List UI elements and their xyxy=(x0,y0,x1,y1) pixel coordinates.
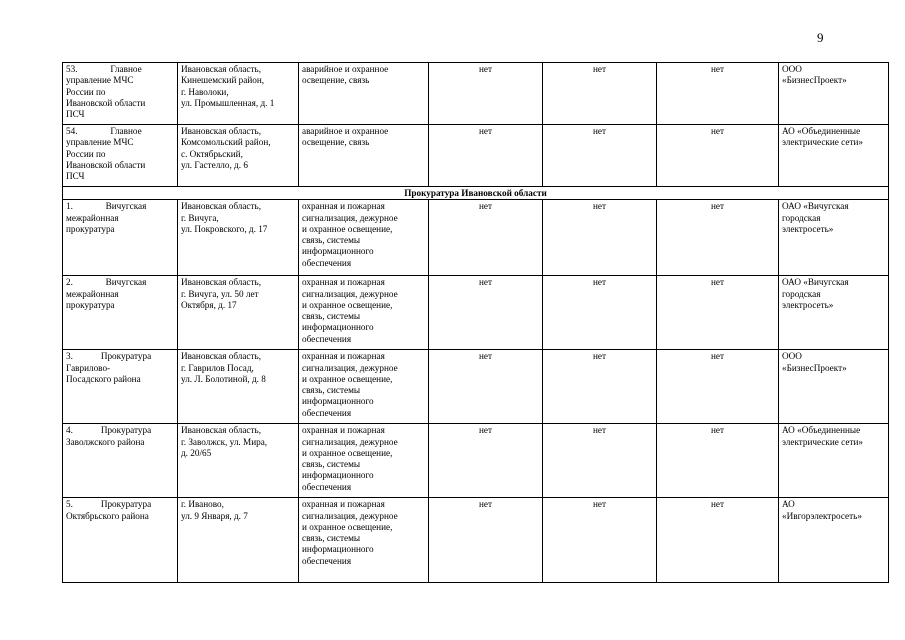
organization-cell xyxy=(779,424,889,498)
systems-cell-line: охранная и пожарная xyxy=(302,425,385,436)
address-cell-line: д. 20/65 xyxy=(181,447,212,458)
table-row xyxy=(63,498,889,583)
status-cell: нет xyxy=(657,350,779,424)
systems-cell-line: аварийное и охранное xyxy=(302,64,389,74)
institution-name-line: Главное xyxy=(110,126,142,136)
address-cell-line: Комсомольский район, xyxy=(181,137,271,148)
status-cell: нет xyxy=(429,350,543,424)
address-cell-line: Ивановская область, xyxy=(181,425,262,436)
status-cell: нет xyxy=(429,200,543,276)
institution-name-line: Главное xyxy=(110,64,142,74)
systems-cell-line: аварийное и охранное xyxy=(302,126,389,136)
systems-cell-line: охранная и пожарная xyxy=(302,277,385,288)
address-cell-line: ул. Покровского, д. 17 xyxy=(181,223,268,234)
systems-cell-line: и охранное освещение, xyxy=(302,299,393,310)
organization-cell xyxy=(779,200,889,276)
row-number: 5. xyxy=(66,499,73,510)
systems-cell-line: обеспечения xyxy=(302,333,352,344)
organization-cell-line: АО «Объединенные xyxy=(782,425,861,436)
systems-cell-line: и охранное освещение, xyxy=(302,373,393,384)
organization-cell-line: ОАО «Вичугская xyxy=(782,201,849,212)
section-header-row xyxy=(63,187,889,200)
organization-cell xyxy=(779,125,889,187)
address-cell-line: г. Иваново, xyxy=(181,499,224,510)
systems-cell-line: сигнализация, дежурное xyxy=(302,288,398,299)
address-cell-line: Ивановская область, xyxy=(181,201,262,212)
status-cell: нет xyxy=(543,276,657,350)
organization-cell-line: «БизнесПроект» xyxy=(782,362,847,373)
organization-cell xyxy=(779,276,889,350)
organization-cell-line: «БизнесПроект» xyxy=(782,75,847,86)
institution-name-line: Октябрьского района xyxy=(66,510,149,521)
status-cell: нет xyxy=(429,276,543,350)
address-cell-line: Ивановская область, xyxy=(181,64,262,74)
address-cell xyxy=(178,276,299,350)
systems-cell-line: связь, системы xyxy=(302,385,361,396)
table-row xyxy=(63,200,889,276)
systems-cell-line: обеспечения xyxy=(302,257,352,268)
institution-name-line: Прокуратура xyxy=(100,499,152,510)
institution-cell xyxy=(63,63,178,125)
organization-cell-line: АО xyxy=(782,499,795,510)
address-cell-line: г. Заволжск, ул. Мира, xyxy=(181,436,268,447)
systems-cell-line: охранная и пожарная xyxy=(302,499,385,510)
status-cell: нет xyxy=(429,498,543,583)
address-cell-line: Ивановская область, xyxy=(181,126,262,136)
institution-cell xyxy=(63,276,178,350)
systems-cell-line: сигнализация, дежурное xyxy=(302,362,398,373)
institution-cell xyxy=(63,424,178,498)
institution-cell xyxy=(63,125,178,187)
status-cell: нет xyxy=(657,125,779,187)
organization-cell-line: электросеть» xyxy=(782,299,834,310)
institution-name-line: прокуратура xyxy=(66,223,115,234)
institution-name-line: Ивановской области xyxy=(66,97,146,108)
address-cell-line: г. Вичуга, ул. 50 лет xyxy=(181,288,259,299)
organization-cell-line: городская xyxy=(782,288,821,299)
systems-cell-line: информационного xyxy=(302,544,374,555)
organization-cell-line: ООО xyxy=(782,351,802,362)
systems-cell-line: информационного xyxy=(302,246,374,257)
systems-cell-line: освещение, связь xyxy=(302,75,370,86)
institution-name-line: Посадского района xyxy=(66,373,141,384)
systems-cell-line: сигнализация, дежурное xyxy=(302,510,398,521)
systems-cell-line: и охранное освещение, xyxy=(302,223,393,234)
status-cell: нет xyxy=(543,424,657,498)
systems-cell-line: охранная и пожарная xyxy=(302,201,385,212)
status-cell: нет xyxy=(429,125,543,187)
systems-cell xyxy=(299,200,429,276)
address-cell xyxy=(178,350,299,424)
address-cell-line: ул. Л. Болотиной, д. 8 xyxy=(181,373,266,384)
address-cell-line: г. Наволоки, xyxy=(181,86,229,97)
address-cell-line: ул. Гастелло, д. 6 xyxy=(181,159,248,170)
address-cell xyxy=(178,63,299,125)
systems-cell xyxy=(299,276,429,350)
systems-cell-line: информационного xyxy=(302,396,374,407)
table-row xyxy=(63,276,889,350)
systems-cell xyxy=(299,350,429,424)
address-cell xyxy=(178,200,299,276)
address-cell xyxy=(178,125,299,187)
address-cell xyxy=(178,424,299,498)
systems-cell-line: обеспечения xyxy=(302,407,352,418)
institution-name-line: Вичугская xyxy=(105,201,147,212)
status-cell: нет xyxy=(657,200,779,276)
systems-cell-line: сигнализация, дежурное xyxy=(302,212,398,223)
institution-name-line: управление МЧС xyxy=(66,75,134,86)
institution-name-line: межрайонная xyxy=(66,288,119,299)
row-number: 4. xyxy=(66,425,73,436)
row-number: 54. xyxy=(66,126,78,136)
institution-name-line: Вичугская xyxy=(105,277,147,288)
systems-cell xyxy=(299,125,429,187)
address-cell-line: г. Гаврилов Посад, xyxy=(181,362,254,373)
systems-cell-line: освещение, связь xyxy=(302,137,370,148)
systems-cell-line: охранная и пожарная xyxy=(302,351,385,362)
row-number: 53. xyxy=(66,64,78,74)
organization-cell xyxy=(779,498,889,583)
address-cell-line: г. Вичуга, xyxy=(181,212,219,223)
address-cell-line: ул. Промышленная, д. 1 xyxy=(181,97,275,108)
status-cell: нет xyxy=(543,125,657,187)
status-cell: нет xyxy=(543,498,657,583)
institution-name-line: ПСЧ xyxy=(66,171,85,182)
systems-cell xyxy=(299,424,429,498)
organization-cell-line: электрические сети» xyxy=(782,137,863,148)
status-cell: нет xyxy=(657,424,779,498)
status-cell: нет xyxy=(429,424,543,498)
table-row xyxy=(63,424,889,498)
institution-name-line: Прокуратура xyxy=(100,351,152,362)
institution-name-line: Заволжского района xyxy=(66,436,145,447)
organization-cell-line: АО «Объединенные xyxy=(782,126,861,136)
systems-cell-line: информационного xyxy=(302,470,374,481)
systems-cell-line: обеспечения xyxy=(302,481,352,492)
institution-name-line: Гаврилово- xyxy=(66,362,111,373)
institution-name-line: межрайонная xyxy=(66,212,119,223)
organization-cell-line: ООО xyxy=(782,64,802,74)
institution-name-line: прокуратура xyxy=(66,299,115,310)
systems-cell-line: связь, системы xyxy=(302,459,361,470)
systems-cell xyxy=(299,498,429,583)
systems-cell-line: и охранное освещение, xyxy=(302,447,393,458)
organization-cell xyxy=(779,63,889,125)
institution-cell xyxy=(63,200,178,276)
section-title: Прокуратура Ивановской области xyxy=(63,187,889,200)
row-number: 3. xyxy=(66,351,73,362)
systems-cell-line: связь, системы xyxy=(302,533,361,544)
institution-name-line: Ивановской области xyxy=(66,159,146,170)
institution-name-line: ПСЧ xyxy=(66,109,85,120)
institution-name-line: управление МЧС xyxy=(66,137,134,148)
address-cell-line: Ивановская область, xyxy=(181,277,262,288)
page-number: 9 xyxy=(817,30,824,45)
status-cell: нет xyxy=(657,63,779,125)
institution-cell xyxy=(63,498,178,583)
institution-name-line: Прокуратура xyxy=(100,425,152,436)
status-cell: нет xyxy=(543,200,657,276)
row-number: 1. xyxy=(66,201,73,212)
prosecutor-rows xyxy=(63,200,889,583)
table-row xyxy=(63,63,889,125)
address-cell-line: Кинешемский район, xyxy=(181,75,265,86)
address-cell xyxy=(178,498,299,583)
systems-cell-line: сигнализация, дежурное xyxy=(302,436,398,447)
institution-name-line: России по xyxy=(66,148,106,159)
address-cell-line: Ивановская область, xyxy=(181,351,262,362)
table-row xyxy=(63,125,889,187)
organization-cell-line: электрические сети» xyxy=(782,436,863,447)
organization-cell-line: «Ивгорэлектросеть» xyxy=(782,510,862,521)
status-cell: нет xyxy=(543,350,657,424)
systems-cell xyxy=(299,63,429,125)
address-cell-line: с. Октябрьский, xyxy=(181,148,243,159)
status-cell: нет xyxy=(429,63,543,125)
status-cell: нет xyxy=(657,498,779,583)
organization-cell xyxy=(779,350,889,424)
institution-name-line: России по xyxy=(66,86,106,97)
objects-table xyxy=(62,62,889,583)
organization-cell-line: ОАО «Вичугская xyxy=(782,277,849,288)
systems-cell-line: связь, системы xyxy=(302,311,361,322)
section-header-group xyxy=(63,187,889,200)
organization-cell-line: городская xyxy=(782,212,821,223)
systems-cell-line: связь, системы xyxy=(302,235,361,246)
address-cell-line: ул. 9 Января, д. 7 xyxy=(181,510,248,521)
systems-cell-line: информационного xyxy=(302,322,374,333)
institution-cell xyxy=(63,350,178,424)
systems-cell-line: обеспечения xyxy=(302,555,352,566)
mchs-rows xyxy=(63,63,889,187)
systems-cell-line: и охранное освещение, xyxy=(302,521,393,532)
table-row xyxy=(63,350,889,424)
address-cell-line: Октября, д. 17 xyxy=(181,299,237,310)
row-number: 2. xyxy=(66,277,73,288)
organization-cell-line: электросеть» xyxy=(782,223,834,234)
status-cell: нет xyxy=(543,63,657,125)
status-cell: нет xyxy=(657,276,779,350)
